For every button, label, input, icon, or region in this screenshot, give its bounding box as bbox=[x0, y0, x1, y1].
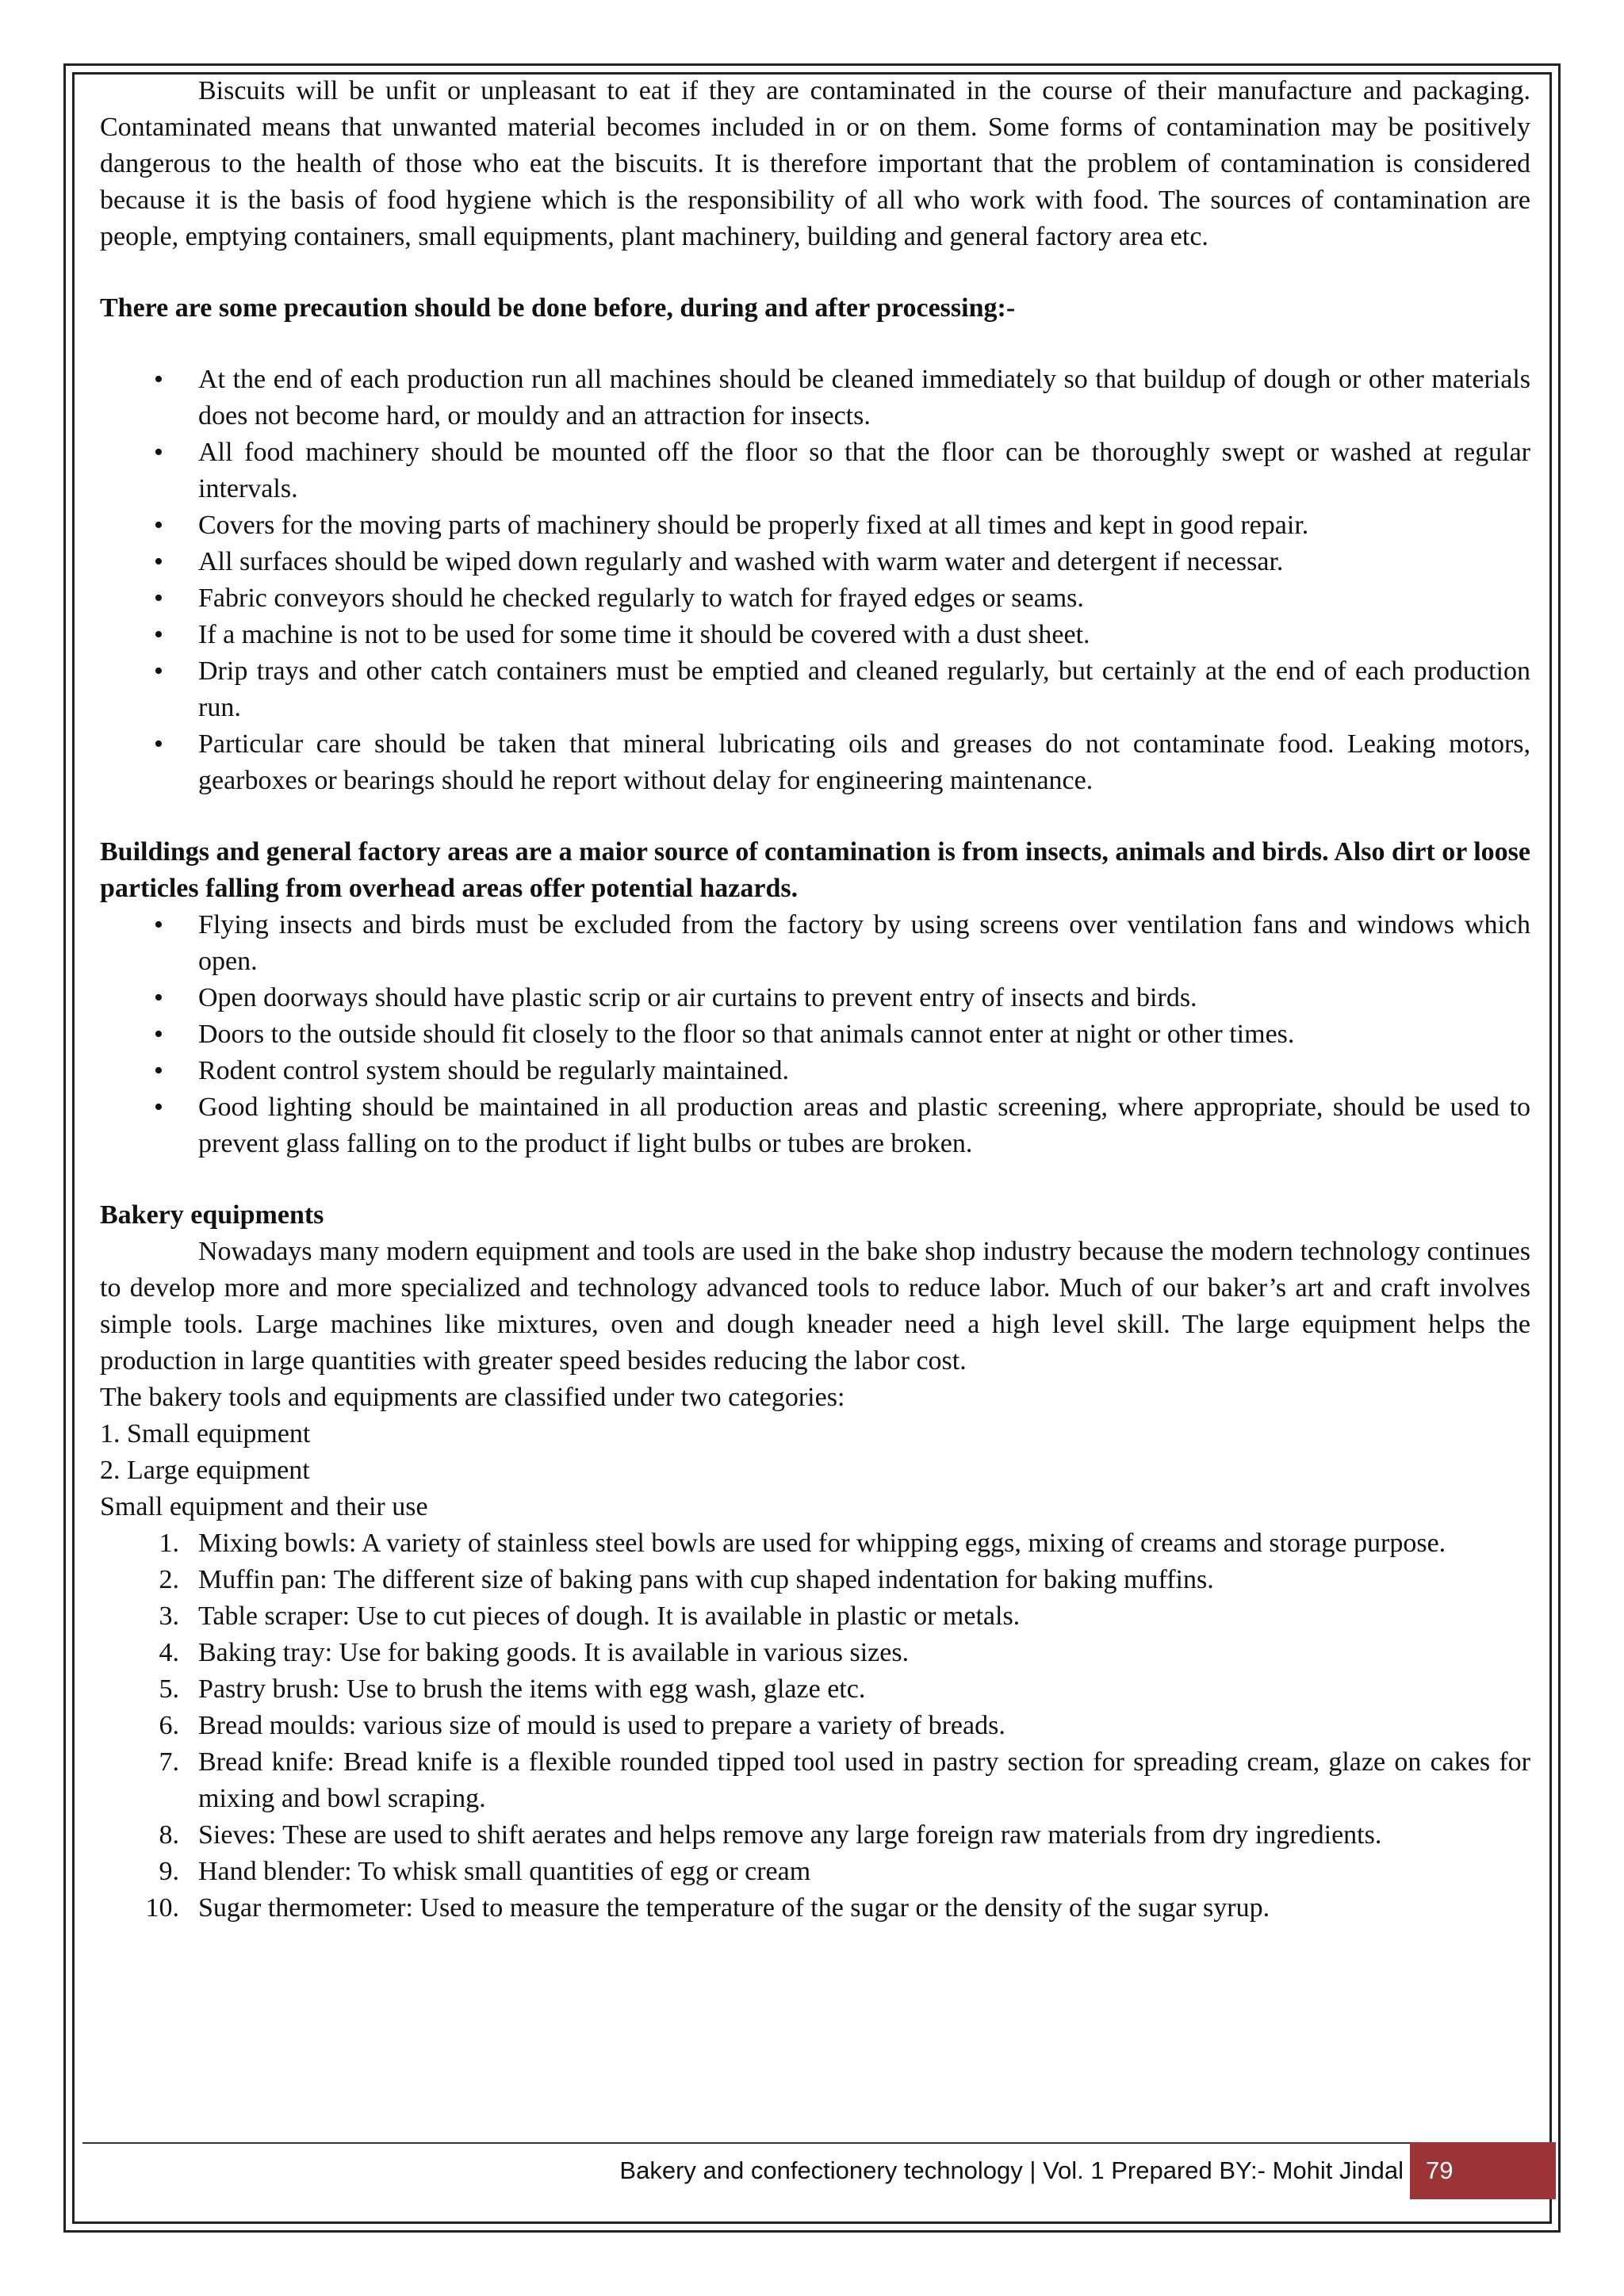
list-item: • Covers for the moving parts of machinery should be properly fixed at all times and kept in good repair. bbox=[100, 507, 1530, 544]
bullet-icon: • bbox=[154, 983, 163, 1012]
list-item: 5. Pastry brush: Use to brush the items with egg wash, glaze etc. bbox=[159, 1674, 866, 1704]
precaution-list bbox=[100, 362, 1530, 799]
page-number: 79 bbox=[1410, 2142, 1556, 2199]
bullet-icon: • bbox=[154, 729, 163, 759]
list-item: • Flying insects and birds must be excluded from the factory by using screens over ventilation fans and windows which open. bbox=[100, 907, 1530, 980]
list-item: • All food machinery should be mounted off the floor so that the floor can be thoroughly swept or washed at regular intervals. bbox=[100, 434, 1530, 507]
bullet-icon: • bbox=[154, 584, 163, 613]
bullet-icon: • bbox=[154, 511, 163, 540]
category-1: 1. Small equipment bbox=[100, 1419, 311, 1448]
list-item: 4. Baking tray: Use for baking goods. It is available in various sizes. bbox=[159, 1638, 910, 1667]
small-equipment-heading: Small equipment and their use bbox=[100, 1492, 428, 1521]
list-item: • Good lighting should be maintained in all production areas and plastic screening, where appropriate, should be used to prevent glass falling on to the product if light bulbs or tubes are broken. bbox=[100, 1089, 1530, 1162]
bullet-icon: • bbox=[154, 1020, 163, 1049]
list-item: • At the end of each production run all machines should be cleaned immediately so that buildup of dough or other materials does not become hard, or mouldy and an attraction for insects. bbox=[100, 362, 1530, 434]
footer-text: Bakery and confectionery technology | Vol. 1 Prepared BY:- Mohit Jindal bbox=[619, 2156, 1404, 2184]
bullet-icon: • bbox=[154, 1093, 163, 1122]
list-item: 1. Mixing bowls: A variety of stainless steel bowls are used for whipping eggs, mixing of creams and storage purpose. bbox=[159, 1529, 1446, 1558]
list-item: 8. Sieves: These are used to shift aerates and helps remove any large foreign raw materials from dry ingredients. bbox=[159, 1820, 1382, 1850]
page-content bbox=[100, 73, 1530, 1927]
list-item: • Doors to the outside should fit closely to the floor so that animals cannot enter at night or other times. bbox=[100, 1016, 1530, 1053]
category-2: 2. Large equipment bbox=[100, 1456, 310, 1485]
list-item: 7. Bread knife: Bread knife is a flexible rounded tipped tool used in pastry section for spreading cream, glaze on cakes for mixing and bowl scraping. bbox=[159, 1747, 1530, 1813]
bullet-icon: • bbox=[154, 656, 163, 686]
list-item: • Open doorways should have plastic scrip or air curtains to prevent entry of insects and birds. bbox=[100, 980, 1530, 1016]
bakery-intro: Nowadays many modern equipment and tools are used in the bake shop industry because the modern technology continues to develop more and more specialized and technology advanced tools to reduce labor. Much of our baker’s art and craft involves simple tools. Large machines like mixtures, oven and dough kneader need a high level skill. The large equipment helps the production in large quantities with greater speed besides reducing the labor cost. bbox=[100, 1237, 1530, 1376]
bullet-icon: • bbox=[154, 1056, 163, 1085]
list-item: • All surfaces should be wiped down regularly and washed with warm water and detergent if necessar. bbox=[100, 544, 1530, 580]
list-item: 6. Bread moulds: various size of mould is used to prepare a variety of breads. bbox=[159, 1711, 1005, 1740]
bakery-heading: Bakery equipments bbox=[100, 1200, 324, 1230]
list-item: • Rodent control system should be regularly maintained. bbox=[100, 1053, 1530, 1089]
bullet-icon: • bbox=[154, 910, 163, 939]
buildings-heading: Buildings and general factory areas are a maior source of contamination is from insects, animals and birds. Also dirt or loose particles falling from overhead areas offer potential hazards. bbox=[100, 837, 1530, 903]
list-item: 9. Hand blender: To whisk small quantities of egg or cream bbox=[159, 1857, 811, 1886]
bullet-icon: • bbox=[154, 365, 163, 394]
classified-text: The bakery tools and equipments are classified under two categories: bbox=[100, 1383, 845, 1412]
list-item: • Particular care should be taken that mineral lubricating oils and greases do not contaminate food. Leaking motors, gearboxes or bearings should he report without delay for engineering maintenance. bbox=[100, 726, 1530, 799]
list-item: • If a machine is not to be used for some time it should be covered with a dust sheet. bbox=[100, 617, 1530, 653]
intro-paragraph: Biscuits will be unfit or unpleasant to eat if they are contaminated in the course of their manufacture and packaging. Contaminated means that unwanted material becomes included in or on them. Some forms of contamination may be positively dangerous to the health of those who eat the biscuits. It is therefore important that the problem of contamination is considered because it is the basis of food hygiene which is the responsibility of all who work with food. The sources of contamination are people, emptying containers, small equipments, plant machinery, building and general factory area etc. bbox=[100, 76, 1530, 251]
buildings-list bbox=[100, 907, 1530, 1162]
list-item: • Drip trays and other catch containers must be emptied and cleaned regularly, but certainly at the end of each production run. bbox=[100, 653, 1530, 726]
precaution-heading: There are some precaution should be done before, during and after processing:- bbox=[100, 293, 1016, 323]
list-item: 10. Sugar thermometer: Used to measure the temperature of the sugar or the density of the sugar syrup. bbox=[145, 1893, 1270, 1923]
bullet-icon: • bbox=[154, 438, 163, 467]
list-item: 2. Muffin pan: The different size of baking pans with cup shaped indentation for baking muffins. bbox=[159, 1565, 1214, 1594]
bullet-icon: • bbox=[154, 620, 163, 649]
small-equipment-list bbox=[100, 1525, 1530, 1927]
bullet-icon: • bbox=[154, 547, 163, 576]
list-item: 3. Table scraper: Use to cut pieces of dough. It is available in plastic or metals. bbox=[159, 1601, 1021, 1631]
list-item: • Fabric conveyors should he checked regularly to watch for frayed edges or seams. bbox=[100, 580, 1530, 617]
